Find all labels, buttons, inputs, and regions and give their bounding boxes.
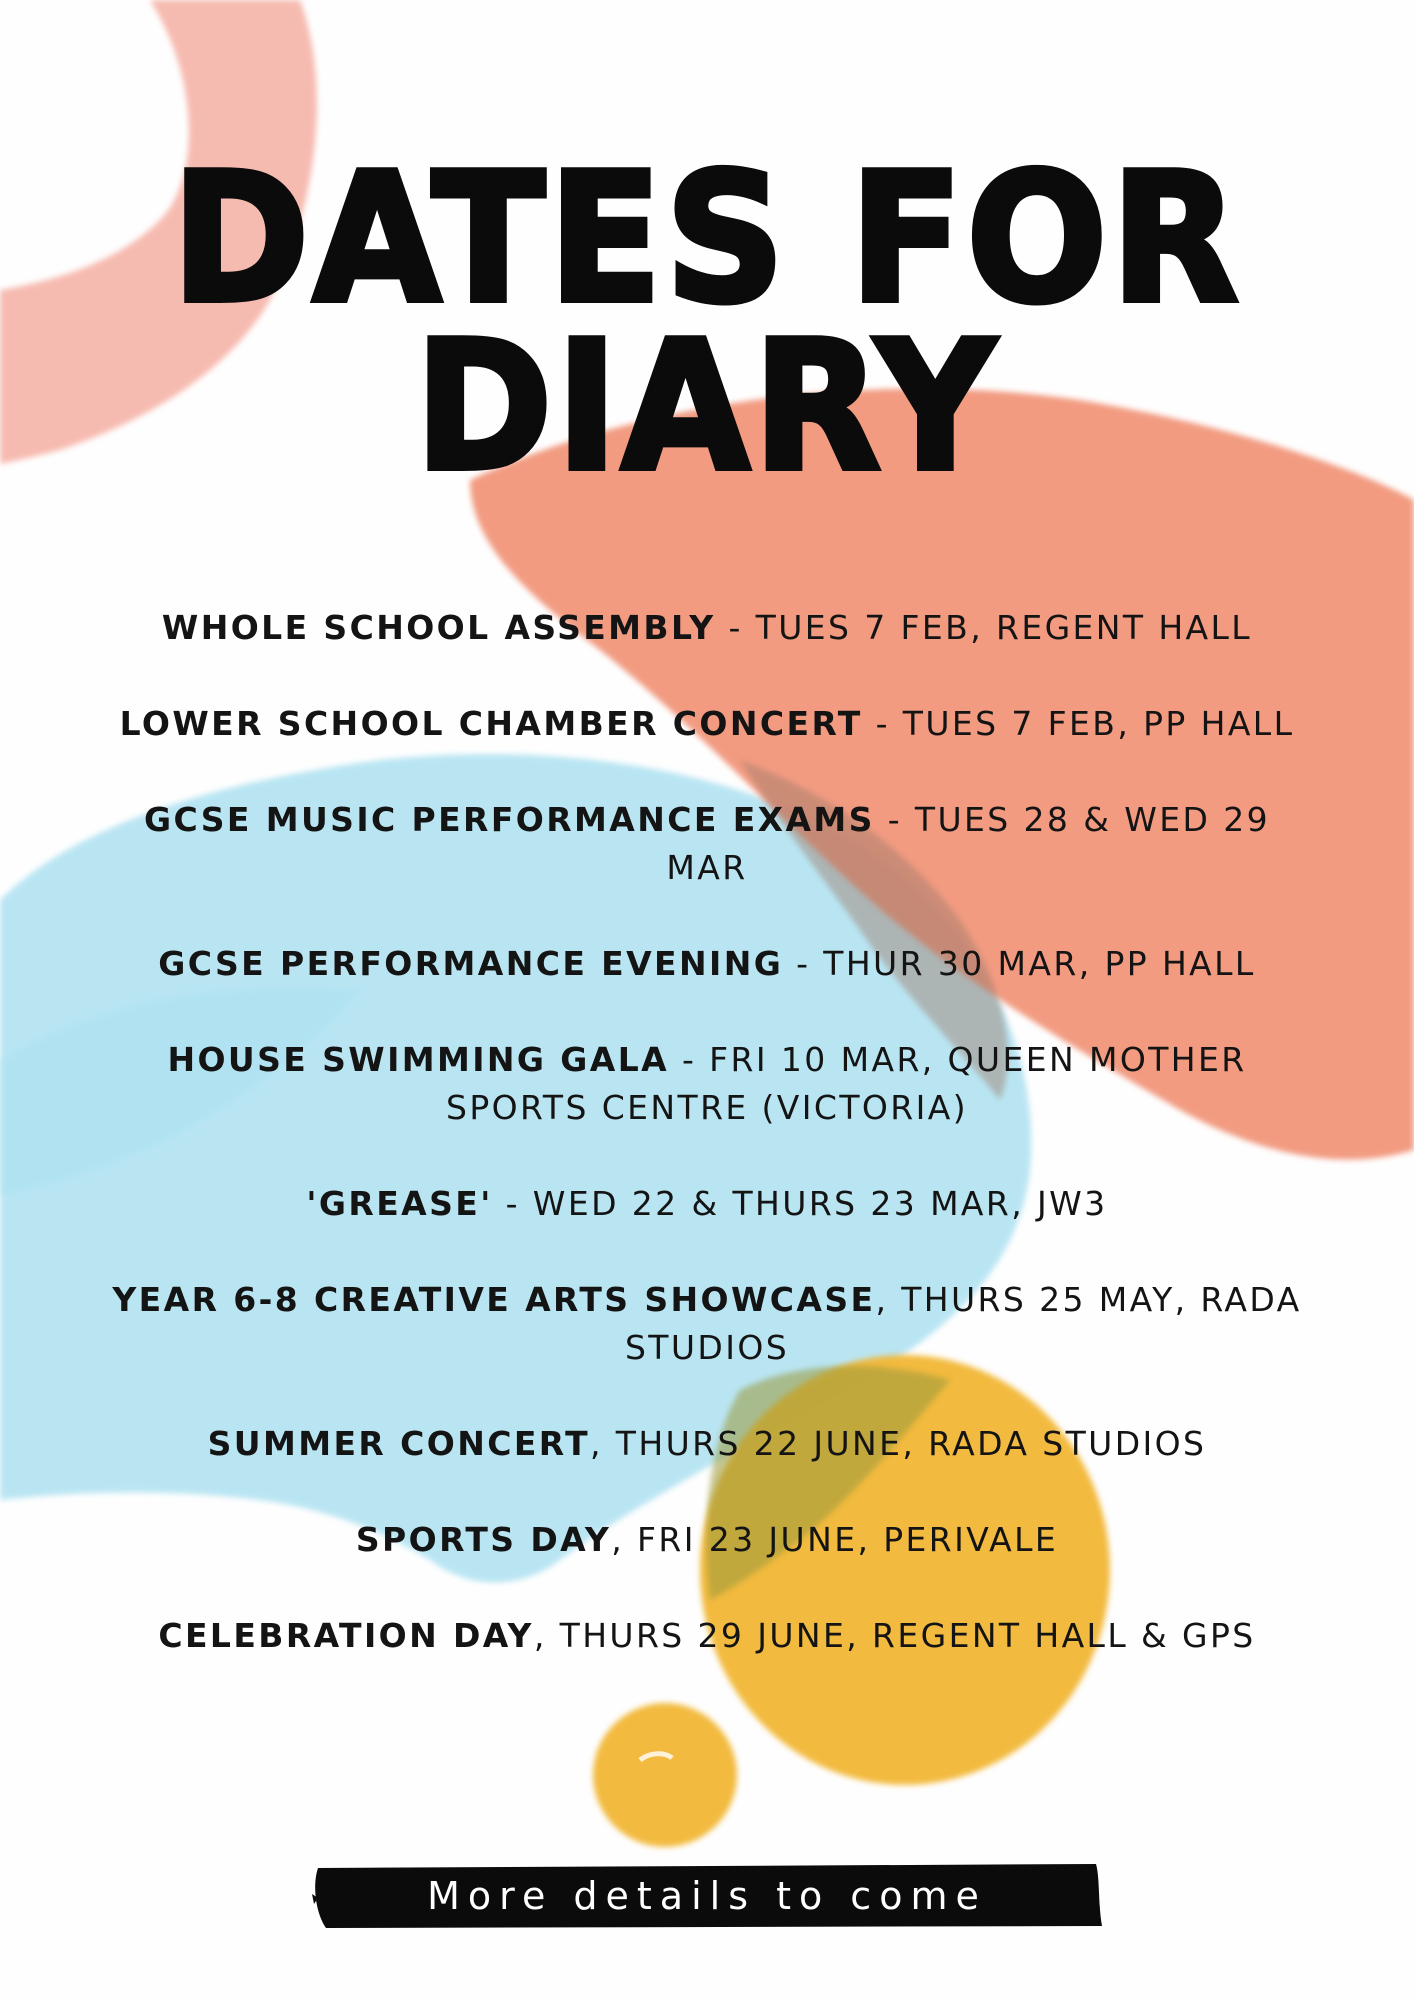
event-name: LOWER SCHOOL CHAMBER CONCERT [119,704,863,743]
event-detail: - TUES 7 FEB, REGENT HALL [715,608,1253,647]
event-item [100,1276,1314,1372]
event-item [100,796,1314,892]
event-detail: , FRI 23 JUNE, PERIVALE [611,1520,1059,1559]
event-detail: - TUES 7 FEB, PP HALL [862,704,1295,743]
event-detail: , THURS 22 JUNE, RADA STUDIOS [590,1424,1207,1463]
event-detail: - THUR 30 MAR, PP HALL [783,944,1256,983]
event-item [100,1036,1314,1132]
event-list [100,604,1314,1708]
event-name: HOUSE SWIMMING GALA [167,1040,670,1079]
event-name: WHOLE SCHOOL ASSEMBLY [161,608,716,647]
yellow-small-circle [593,1703,737,1847]
event-name: SUMMER CONCERT [207,1424,591,1463]
event-item [100,700,1314,748]
title-line-2: DIARY [414,303,1000,510]
event-name: YEAR 6-8 CREATIVE ARTS SHOWCASE [112,1280,876,1319]
event-detail: - TUES 28 & WED 29 MAR [666,800,1270,887]
event-detail: - WED 22 & THURS 23 MAR, JW3 [492,1184,1108,1223]
page-title [49,135,1364,510]
event-item [100,1420,1314,1468]
title-line-1: DATES FOR [171,135,1243,342]
event-name: 'GREASE' [306,1184,493,1223]
footer-text: More details to come [427,1874,987,1918]
event-detail: , THURS 29 JUNE, REGENT HALL & GPS [533,1616,1256,1655]
event-name: CELEBRATION DAY [158,1616,534,1655]
event-detail: - FRI 10 MAR, QUEEN MOTHER SPORTS CENTRE (VICTORIA) [445,1040,1247,1127]
footer-banner [312,1864,1102,1928]
event-item [100,1180,1314,1228]
event-item [100,1612,1314,1660]
event-item [100,1516,1314,1564]
event-name: GCSE PERFORMANCE EVENING [158,944,784,983]
event-item [100,604,1314,652]
event-item [100,940,1314,988]
event-name: GCSE MUSIC PERFORMANCE EXAMS [144,800,875,839]
event-name: SPORTS DAY [355,1520,612,1559]
event-detail: , THURS 25 MAY, RADA STUDIOS [624,1280,1302,1367]
